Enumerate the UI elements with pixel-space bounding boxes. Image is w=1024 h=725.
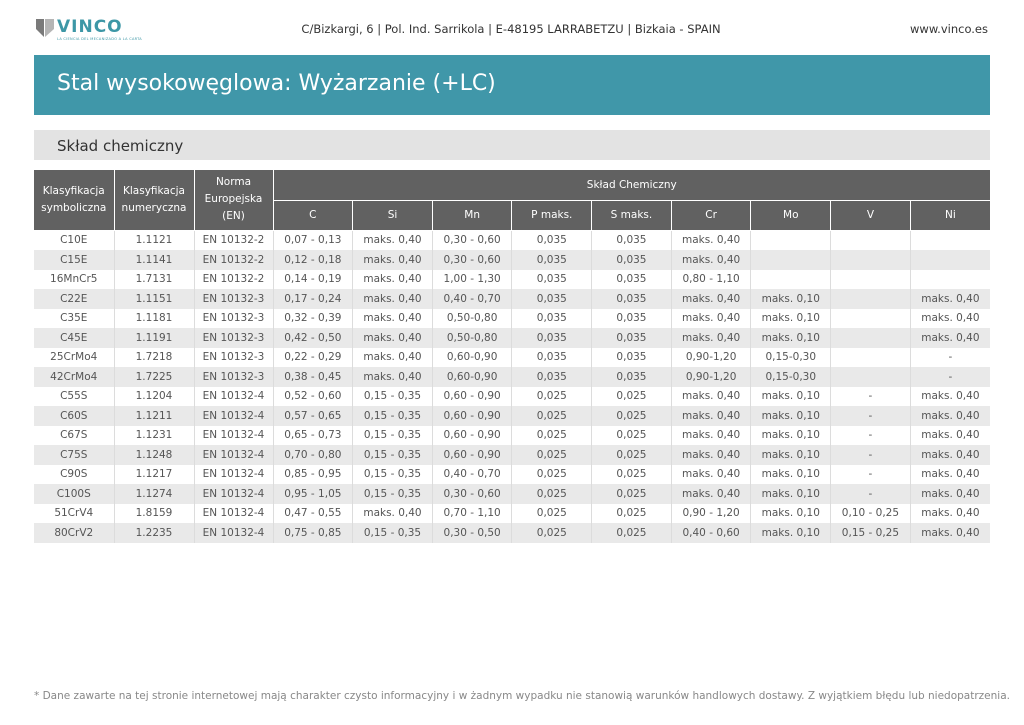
table-cell: 1.1181: [114, 309, 194, 329]
table-cell: maks. 0,40: [910, 406, 990, 426]
table-cell: maks. 0,10: [751, 309, 831, 329]
table-cell: 0,035: [592, 250, 672, 270]
table-cell: maks. 0,10: [751, 445, 831, 465]
header-european-norm: Norma Europejska (EN): [194, 170, 273, 230]
website-link[interactable]: www.vinco.es: [910, 22, 988, 36]
table-cell: 0,15-0,30: [751, 348, 831, 368]
table-cell: 0,025: [592, 465, 672, 485]
table-cell: EN 10132-4: [194, 426, 273, 446]
table-cell: EN 10132-4: [194, 465, 273, 485]
header-chemical-composition: Skład Chemiczny: [273, 170, 990, 200]
table-cell: maks. 0,10: [751, 484, 831, 504]
header-element: C: [273, 200, 353, 230]
table-cell: 0,65 - 0,73: [273, 426, 353, 446]
table-cell: maks. 0,40: [671, 406, 751, 426]
table-cell: [831, 289, 911, 309]
table-cell: 0,025: [512, 465, 592, 485]
table-cell: -: [831, 406, 911, 426]
table-row: [34, 523, 990, 543]
table-cell: [831, 348, 911, 368]
table-cell: maks. 0,10: [751, 328, 831, 348]
table-cell: 0,90-1,20: [671, 367, 751, 387]
table-cell: C22E: [34, 289, 114, 309]
table-cell: 0,95 - 1,05: [273, 484, 353, 504]
logo-tagline: LA CIENCIA DEL MECANIZADO A LA CARTA: [57, 37, 142, 41]
table-cell: 0,025: [512, 523, 592, 543]
table-row: [34, 348, 990, 368]
table-cell: [831, 328, 911, 348]
table-cell: maks. 0,40: [910, 445, 990, 465]
table-cell: 0,025: [592, 387, 672, 407]
table-cell: -: [910, 367, 990, 387]
table-cell: maks. 0,40: [671, 309, 751, 329]
table-cell: maks. 0,40: [910, 426, 990, 446]
page-header: [34, 15, 988, 45]
table-cell: EN 10132-3: [194, 328, 273, 348]
table-cell: 0,60 - 0,90: [432, 406, 512, 426]
table-cell: 0,30 - 0,60: [432, 230, 512, 250]
table-row: [34, 250, 990, 270]
table-cell: EN 10132-4: [194, 387, 273, 407]
table-cell: 0,15 - 0,35: [353, 523, 433, 543]
table-cell: EN 10132-2: [194, 250, 273, 270]
section-header: [34, 130, 990, 160]
table-cell: 0,40 - 0,60: [671, 523, 751, 543]
table-cell: 0,035: [592, 328, 672, 348]
table-cell: maks. 0,40: [353, 270, 433, 290]
table-cell: 51CrV4: [34, 504, 114, 524]
table-cell: 0,035: [512, 230, 592, 250]
table-cell: 0,15 - 0,35: [353, 406, 433, 426]
table-cell: 1.1274: [114, 484, 194, 504]
disclaimer-footnote: * Dane zawarte na tej stronie internetowej mają charakter czysto informacyjny i w żadnym wypadku nie stanowią warunków handlowych dostawy. Z wyjątkiem błędu lub niedopatrzenia.: [34, 690, 1010, 702]
table-cell: 16MnCr5: [34, 270, 114, 290]
table-cell: 0,025: [512, 445, 592, 465]
table-row: [34, 289, 990, 309]
table-cell: EN 10132-4: [194, 484, 273, 504]
table-cell: 1.7225: [114, 367, 194, 387]
table-cell: 0,30 - 0,60: [432, 484, 512, 504]
table-cell: maks. 0,40: [671, 230, 751, 250]
table-cell: maks. 0,40: [910, 309, 990, 329]
table-cell: 1.1204: [114, 387, 194, 407]
table-cell: maks. 0,40: [910, 523, 990, 543]
table-cell: 0,60 - 0,90: [432, 445, 512, 465]
table-cell: 0,025: [592, 445, 672, 465]
table-cell: 0,035: [592, 309, 672, 329]
table-cell: 1.1141: [114, 250, 194, 270]
table-cell: 0,30 - 0,60: [432, 250, 512, 270]
table-cell: C100S: [34, 484, 114, 504]
table-cell: 1.7218: [114, 348, 194, 368]
table-cell: 0,90-1,20: [671, 348, 751, 368]
table-cell: 0,025: [592, 426, 672, 446]
header-symbolic-classification: Klasyfikacja symboliczna: [34, 170, 114, 230]
table-cell: 0,035: [512, 289, 592, 309]
table-cell: maks. 0,10: [751, 523, 831, 543]
table-cell: C75S: [34, 445, 114, 465]
table-row: [34, 504, 990, 524]
table-row: [34, 484, 990, 504]
table-cell: [910, 270, 990, 290]
table-cell: 0,42 - 0,50: [273, 328, 353, 348]
header-numeric-classification: Klasyfikacja numeryczna: [114, 170, 194, 230]
table-cell: 0,60-0,90: [432, 367, 512, 387]
table-cell: [831, 309, 911, 329]
header-element: Mn: [432, 200, 512, 230]
table-cell: 0,15 - 0,25: [831, 523, 911, 543]
table-cell: -: [831, 426, 911, 446]
table-cell: 0,50-0,80: [432, 328, 512, 348]
table-cell: 0,50-0,80: [432, 309, 512, 329]
table-cell: C15E: [34, 250, 114, 270]
table-cell: [751, 250, 831, 270]
table-cell: 80CrV2: [34, 523, 114, 543]
table-cell: [910, 250, 990, 270]
table-cell: 0,035: [512, 348, 592, 368]
table-cell: C55S: [34, 387, 114, 407]
table-row: [34, 367, 990, 387]
table-row: [34, 406, 990, 426]
header-element: Cr: [671, 200, 751, 230]
company-address: C/Bizkargi, 6 | Pol. Ind. Sarrikola | E-48195 LARRABETZU | Bizkaia - SPAIN: [301, 22, 721, 36]
table-cell: maks. 0,10: [751, 504, 831, 524]
table-cell: maks. 0,40: [910, 289, 990, 309]
table-cell: EN 10132-3: [194, 309, 273, 329]
table-cell: C90S: [34, 465, 114, 485]
table-cell: 0,17 - 0,24: [273, 289, 353, 309]
table-cell: 0,40 - 0,70: [432, 465, 512, 485]
table-cell: 0,60 - 0,90: [432, 426, 512, 446]
table-cell: 0,025: [512, 426, 592, 446]
table-cell: 0,57 - 0,65: [273, 406, 353, 426]
table-header: [34, 170, 990, 230]
table-cell: 0,035: [512, 309, 592, 329]
table-cell: EN 10132-4: [194, 523, 273, 543]
table-cell: 0,035: [592, 367, 672, 387]
table-cell: [910, 230, 990, 250]
table-cell: 0,70 - 1,10: [432, 504, 512, 524]
table-cell: EN 10132-2: [194, 230, 273, 250]
header-element: Mo: [751, 200, 831, 230]
table-cell: [751, 230, 831, 250]
table-cell: 1.1231: [114, 426, 194, 446]
table-cell: maks. 0,40: [671, 484, 751, 504]
header-element: Si: [353, 200, 433, 230]
table-cell: 0,035: [512, 250, 592, 270]
table-cell: -: [831, 484, 911, 504]
table-cell: 0,10 - 0,25: [831, 504, 911, 524]
table-cell: EN 10132-3: [194, 367, 273, 387]
table-row: [34, 387, 990, 407]
table-cell: 0,15 - 0,35: [353, 484, 433, 504]
table-cell: 0,025: [592, 484, 672, 504]
table-cell: 0,15 - 0,35: [353, 387, 433, 407]
table-cell: 0,85 - 0,95: [273, 465, 353, 485]
table-cell: maks. 0,40: [353, 504, 433, 524]
table-cell: 0,22 - 0,29: [273, 348, 353, 368]
table-cell: -: [831, 445, 911, 465]
table-cell: maks. 0,40: [353, 367, 433, 387]
table-cell: maks. 0,40: [671, 250, 751, 270]
table-row: [34, 309, 990, 329]
table-cell: maks. 0,40: [910, 465, 990, 485]
table-cell: [831, 270, 911, 290]
table-cell: 0,035: [592, 270, 672, 290]
table-cell: [751, 270, 831, 290]
table-cell: 0,12 - 0,18: [273, 250, 353, 270]
table-cell: -: [831, 387, 911, 407]
table-cell: 0,07 - 0,13: [273, 230, 353, 250]
table-cell: 0,30 - 0,50: [432, 523, 512, 543]
table-cell: 1.1151: [114, 289, 194, 309]
table-cell: 42CrMo4: [34, 367, 114, 387]
table-cell: [831, 230, 911, 250]
table-cell: 1.1121: [114, 230, 194, 250]
page-title: Stal wysokowęglowa: Wyżarzanie (+LC): [57, 71, 496, 96]
table-row: [34, 465, 990, 485]
table-row: [34, 445, 990, 465]
logo-word: VINCO: [57, 17, 123, 37]
table-cell: EN 10132-2: [194, 270, 273, 290]
table-cell: 1,00 - 1,30: [432, 270, 512, 290]
table-cell: [831, 250, 911, 270]
table-cell: 0,025: [592, 406, 672, 426]
table-cell: -: [831, 465, 911, 485]
table-cell: 1.1248: [114, 445, 194, 465]
table-cell: 1.7131: [114, 270, 194, 290]
table-cell: C67S: [34, 426, 114, 446]
table-cell: maks. 0,40: [671, 445, 751, 465]
section-title: Skład chemiczny: [57, 137, 184, 155]
table-cell: 0,15 - 0,35: [353, 426, 433, 446]
header-element: P maks.: [512, 200, 592, 230]
table-cell: 0,035: [512, 270, 592, 290]
table-cell: 0,035: [592, 230, 672, 250]
table-cell: 1.1211: [114, 406, 194, 426]
table-cell: EN 10132-4: [194, 406, 273, 426]
table-cell: EN 10132-4: [194, 504, 273, 524]
header-element: S maks.: [592, 200, 672, 230]
table-cell: 0,025: [592, 504, 672, 524]
table-cell: maks. 0,40: [671, 289, 751, 309]
table-row: [34, 270, 990, 290]
table-cell: maks. 0,10: [751, 465, 831, 485]
table-cell: 0,70 - 0,80: [273, 445, 353, 465]
table-cell: C10E: [34, 230, 114, 250]
table-row: [34, 426, 990, 446]
table-cell: maks. 0,40: [353, 348, 433, 368]
chemical-composition-table: [34, 170, 990, 543]
table-cell: maks. 0,40: [671, 387, 751, 407]
table-cell: 0,32 - 0,39: [273, 309, 353, 329]
table-cell: 0,75 - 0,85: [273, 523, 353, 543]
table-row: [34, 328, 990, 348]
table-cell: 0,60-0,90: [432, 348, 512, 368]
table-cell: 0,035: [512, 367, 592, 387]
table-cell: 0,38 - 0,45: [273, 367, 353, 387]
table-cell: 1.8159: [114, 504, 194, 524]
table-cell: 0,15 - 0,35: [353, 445, 433, 465]
table-cell: 0,035: [512, 328, 592, 348]
table-cell: maks. 0,40: [910, 504, 990, 524]
table-cell: 0,035: [592, 348, 672, 368]
table-cell: 1.1217: [114, 465, 194, 485]
table-cell: 0,52 - 0,60: [273, 387, 353, 407]
table-cell: 0,14 - 0,19: [273, 270, 353, 290]
table-cell: 0,025: [512, 484, 592, 504]
table-cell: maks. 0,10: [751, 426, 831, 446]
table-cell: C35E: [34, 309, 114, 329]
table-cell: EN 10132-4: [194, 445, 273, 465]
title-banner: [34, 55, 990, 115]
table-cell: 1.2235: [114, 523, 194, 543]
table-cell: maks. 0,40: [910, 484, 990, 504]
table-cell: maks. 0,40: [353, 289, 433, 309]
table-cell: 0,15 - 0,35: [353, 465, 433, 485]
table-cell: 0,025: [512, 387, 592, 407]
table-cell: 0,60 - 0,90: [432, 387, 512, 407]
table-cell: 25CrMo4: [34, 348, 114, 368]
table-cell: maks. 0,40: [671, 465, 751, 485]
table-cell: maks. 0,40: [671, 426, 751, 446]
table-cell: 0,90 - 1,20: [671, 504, 751, 524]
table-cell: maks. 0,40: [910, 387, 990, 407]
table-row: [34, 230, 990, 250]
header-element: V: [831, 200, 911, 230]
table-cell: 0,035: [592, 289, 672, 309]
table-cell: 0,47 - 0,55: [273, 504, 353, 524]
table-cell: C60S: [34, 406, 114, 426]
table-cell: 0,15-0,30: [751, 367, 831, 387]
table-cell: 0,025: [592, 523, 672, 543]
table-cell: EN 10132-3: [194, 348, 273, 368]
table-cell: maks. 0,40: [910, 328, 990, 348]
header-element: Ni: [910, 200, 990, 230]
table-body: [34, 230, 990, 543]
table-cell: [831, 367, 911, 387]
table-cell: 1.1191: [114, 328, 194, 348]
table-cell: -: [910, 348, 990, 368]
table-cell: maks. 0,10: [751, 406, 831, 426]
table-cell: 0,80 - 1,10: [671, 270, 751, 290]
table-cell: maks. 0,40: [671, 328, 751, 348]
table-cell: 0,025: [512, 504, 592, 524]
table-cell: 0,40 - 0,70: [432, 289, 512, 309]
table-cell: maks. 0,40: [353, 250, 433, 270]
table-cell: 0,025: [512, 406, 592, 426]
table-cell: C45E: [34, 328, 114, 348]
table-cell: maks. 0,40: [353, 328, 433, 348]
table-cell: EN 10132-3: [194, 289, 273, 309]
table-cell: maks. 0,40: [353, 309, 433, 329]
table-cell: maks. 0,10: [751, 387, 831, 407]
table-cell: maks. 0,40: [353, 230, 433, 250]
table-cell: maks. 0,10: [751, 289, 831, 309]
